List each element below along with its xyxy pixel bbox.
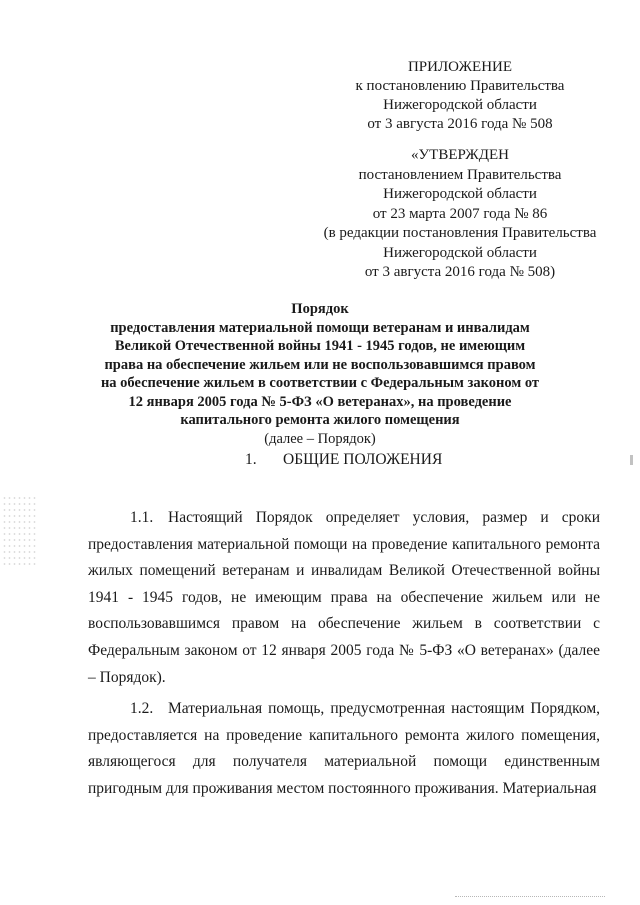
- approved-line: от 3 августа 2016 года № 508): [364, 264, 556, 280]
- title-line: 12 января 2005 года № 5-ФЗ «О ветеранах», на проведение: [128, 393, 512, 410]
- title-line: на обеспечение жильем в соответствии с Федеральным законом от: [100, 375, 540, 391]
- paragraph-number: 1.1.: [130, 509, 154, 526]
- appendix-label: ПРИЛОЖЕНИЕ: [407, 59, 513, 75]
- scan-footer-artifact: [455, 896, 605, 900]
- section-number: 1.: [245, 451, 257, 468]
- scan-speckle: [2, 495, 36, 565]
- appendix-line: к постановлению Правительства: [355, 78, 565, 94]
- appendix-line: от 3 августа 2016 года № 508: [367, 116, 553, 132]
- title-heading: Порядок: [291, 301, 349, 317]
- title-note: (далее – Порядок): [264, 430, 376, 447]
- appendix-line: Нижегородской области: [383, 97, 537, 113]
- scan-edge-mark: [630, 455, 633, 465]
- approved-line: Нижегородской области: [383, 244, 537, 261]
- approved-line: (в редакции постановления Правительства: [323, 225, 597, 241]
- paragraph: [88, 505, 600, 691]
- title-line: предоставления материальной помощи ветеранам и инвалидам: [110, 319, 530, 336]
- approved-label: «УТВЕРЖДЕН: [411, 147, 509, 163]
- paragraph-text: Материальная помощь, предусмотренная настоящим Порядком, предоставляется на проведение капитального ремонта жилого помещения, являющегося для получателя материальной помощи единственным пригодным для проживания местом постоянного проживания. Материальная: [88, 700, 600, 797]
- paragraph-number: 1.2.: [130, 700, 154, 718]
- paragraph-text: Настоящий Порядок определяет условия, размер и сроки предоставления материальной помощи на проведение капитального ремонта жилых помещений ветеранам и инвалидам Великой Отечественной войны 1941 - 1945 годов, не имеющим права на обеспечение жильем или не воспользовавшимся правом на обеспечение жильем в соответствии с Федеральным законом от 12 января 2005 года № 5-ФЗ «О ветеранах» (далее – Порядок).: [88, 509, 600, 686]
- section-title: ОБЩИЕ ПОЛОЖЕНИЯ: [283, 451, 443, 468]
- approved-line: постановлением Правительства: [358, 166, 562, 183]
- paragraph: [88, 696, 600, 802]
- appendix-block: [300, 58, 620, 134]
- body-text: [88, 505, 600, 803]
- title-line: Великой Отечественной войны 1941 - 1945 годов, не имеющим: [114, 338, 526, 354]
- document-title: [80, 300, 560, 448]
- approved-line: от 23 марта 2007 года № 86: [372, 205, 548, 222]
- title-line: капитального ремонта жилого помещения: [180, 412, 460, 428]
- approved-block: [290, 146, 630, 283]
- title-line: права на обеспечение жильем или не воспользовавшимся правом: [104, 356, 536, 373]
- approved-line: Нижегородской области: [383, 186, 537, 202]
